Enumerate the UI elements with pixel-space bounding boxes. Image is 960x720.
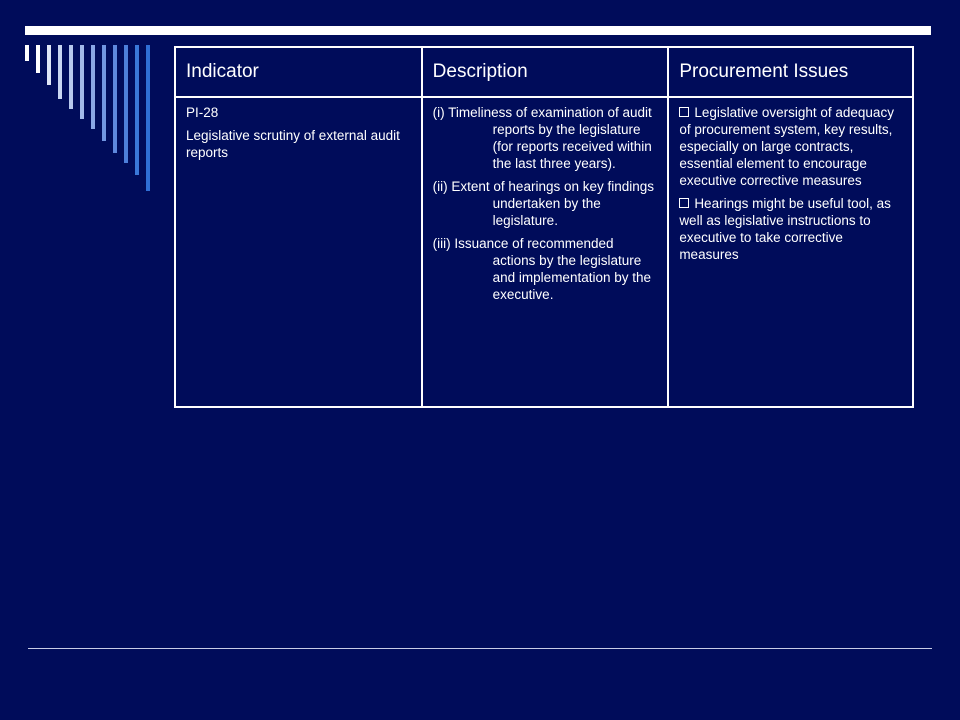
procurement-issues-cell [668, 97, 913, 407]
indicator-code: PI-28 [186, 105, 219, 120]
decorative-bar [135, 45, 139, 175]
procurement-issue-text: Legislative oversight of adequacy of procurement system, key results, especially on large contracts, essential element to encourage executive corrective measures [679, 105, 894, 188]
bottom-rule [28, 648, 932, 649]
decorative-bar [36, 45, 40, 73]
table-row [175, 97, 913, 407]
procurement-issue-item [679, 104, 902, 189]
decorative-bar [124, 45, 128, 163]
description-item: (i) Timeliness of examination of audit reports by the legislature (for reports received within the last three years). [432, 105, 652, 171]
decorative-bar [102, 45, 106, 141]
square-bullet-icon [679, 107, 689, 117]
decorative-bar [58, 45, 62, 99]
indicator-cell [175, 97, 422, 407]
square-bullet-icon [679, 198, 689, 208]
indicator-title: Legislative scrutiny of external audit reports [186, 128, 400, 160]
description-item: (ii) Extent of hearings on key findings undertaken by the legislature. [432, 179, 655, 228]
description-item: (iii) Issuance of recommended actions by the legislature and implementation by the executive. [432, 236, 652, 302]
decorative-bar [69, 45, 73, 109]
table-header-row [175, 47, 913, 97]
decorative-bar [113, 45, 117, 153]
decorative-bars [0, 0, 170, 200]
header-procurement-issues: Procurement Issues [668, 47, 913, 97]
decorative-bar [80, 45, 84, 119]
procurement-issue-text: Hearings might be useful tool, as well as legislative instructions to executive to take corrective measures [679, 196, 891, 262]
header-indicator: Indicator [175, 47, 422, 97]
decorative-bar [146, 45, 150, 191]
indicator-table [174, 46, 914, 408]
decorative-bar [91, 45, 95, 129]
description-cell [422, 97, 669, 407]
header-description: Description [422, 47, 669, 97]
procurement-issue-item [679, 195, 902, 263]
decorative-bar [25, 45, 29, 61]
decorative-bar [47, 45, 51, 85]
